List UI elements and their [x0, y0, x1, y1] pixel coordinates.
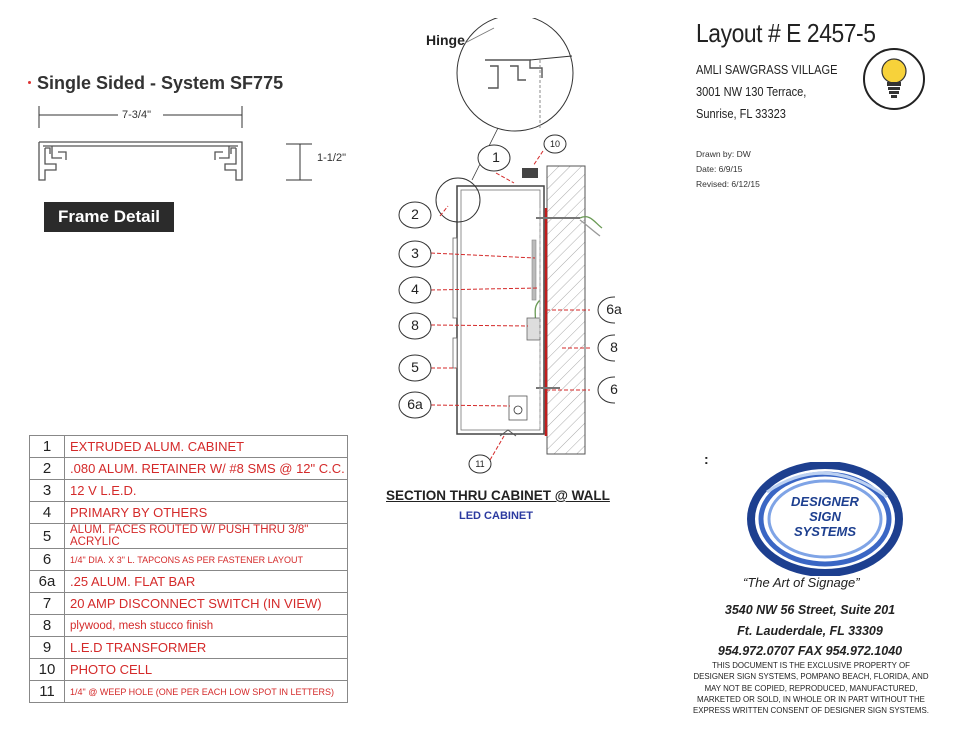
legend-desc: PHOTO CELL: [65, 659, 348, 681]
logo-line: SYSTEMS: [793, 524, 857, 539]
legend-num: 2: [30, 458, 65, 480]
legend-desc: 20 AMP DISCONNECT SWITCH (IN VIEW): [65, 593, 348, 615]
address-line-3: Sunrise, FL 33323: [696, 106, 786, 121]
frame-width-label: 7-3/4": [122, 109, 151, 121]
company-phones: 954.972.0707 FAX 954.972.1040: [717, 644, 903, 658]
frame-height-label: 1-1/2": [317, 152, 346, 164]
legend-num: 5: [30, 524, 65, 549]
legend-row: [30, 524, 348, 549]
legend-desc: 1/4" @ WEEP HOLE (ONE PER EACH LOW SPOT IN LETTERS): [65, 681, 348, 703]
callout-5: 5: [411, 359, 419, 375]
frame-system-title: [37, 73, 283, 94]
address-line-2: 3001 NW 130 Terrace,: [696, 84, 807, 99]
layout-number: Layout # E 2457-5: [696, 18, 876, 48]
callout-8: 8: [610, 339, 618, 355]
legend-desc: .25 ALUM. FLAT BAR: [65, 571, 348, 593]
hinge-detail-circle: [457, 18, 573, 131]
legend-row: [30, 458, 348, 480]
callout-7: 6a: [407, 396, 423, 412]
legend-desc: 12 V L.E.D.: [65, 480, 348, 502]
frame-profile-drawing: [30, 100, 330, 195]
legend-row: [30, 659, 348, 681]
company-street: 3540 NW 56 Street, Suite 201: [724, 603, 896, 617]
legend-row: [30, 549, 348, 571]
legend-num: 11: [30, 681, 65, 703]
callout-6a: 6a: [606, 301, 622, 317]
tagline: “The Art of Signage”: [743, 575, 860, 590]
legend-desc: .080 ALUM. RETAINER W/ #8 SMS @ 12" C.C.: [65, 458, 348, 480]
frame-title-text: Single Sided - System SF775: [37, 73, 284, 93]
legend-num: 3: [30, 480, 65, 502]
legend-num: 9: [30, 637, 65, 659]
callout-2: 2: [411, 206, 419, 222]
legend-row: [30, 571, 348, 593]
callout-4: 4: [411, 281, 419, 297]
hinge-label: Hinge: [426, 32, 465, 48]
legend-desc: EXTRUDED ALUM. CABINET: [65, 436, 348, 458]
callout-11: 11: [475, 459, 485, 469]
legend-num: 8: [30, 615, 65, 637]
legend-row: [30, 502, 348, 524]
logo-text: [770, 494, 880, 539]
legend-desc: 1/4" DIA. X 3" L. TAPCONS AS PER FASTENER LAYOUT: [65, 549, 348, 571]
section-subtitle: LED CABINET: [459, 510, 533, 522]
legend-num: 7: [30, 593, 65, 615]
drawn-by: Drawn by: DW: [696, 149, 751, 159]
legend-table: [29, 435, 348, 703]
callout-3: 3: [411, 245, 419, 261]
legend-desc: PRIMARY BY OTHERS: [65, 502, 348, 524]
logo-line: DESIGNER: [791, 494, 859, 509]
legend-desc: plywood, mesh stucco finish: [65, 615, 348, 637]
legend-num: 1: [30, 436, 65, 458]
date: Date: 6/9/15: [696, 164, 743, 174]
logo-line: SIGN: [809, 509, 841, 524]
bullet-dot: [28, 81, 31, 84]
disclaimer: THIS DOCUMENT IS THE EXCLUSIVE PROPERTY OF DESIGNER SIGN SYSTEMS, POMPANO BEACH, FLORIDA, AND MAY NOT BE COPIED, REPRODUCED, MANUFACTURED, MARKETED OR SOLD, IN WHOLE OR IN PART WITHOUT THE EXPRESS WRITTEN CONSENT OF DESIGNER SIGN SYSTEMS.: [693, 660, 929, 716]
legend-row: [30, 681, 348, 703]
legend-desc: L.E.D TRANSFORMER: [65, 637, 348, 659]
legend-num: 4: [30, 502, 65, 524]
section-title: SECTION THRU CABINET @ WALL: [386, 488, 610, 503]
callout-9: 8: [411, 317, 419, 333]
lightbulb-icon: [862, 47, 926, 111]
callout-6: 6: [610, 381, 618, 397]
legend-num: 6a: [30, 571, 65, 593]
frame-detail-label: Frame Detail: [44, 202, 174, 232]
legend-row: [30, 436, 348, 458]
callout-1: 1: [492, 149, 500, 165]
section-drawing: [390, 18, 615, 478]
address-line-1: AMLI SAWGRASS VILLAGE: [696, 62, 838, 77]
legend-row: [30, 480, 348, 502]
legend-num: 6: [30, 549, 65, 571]
legend-num: 10: [30, 659, 65, 681]
legend-row: [30, 615, 348, 637]
callout-10: 10: [549, 139, 560, 149]
legend-desc: ALUM. FACES ROUTED W/ PUSH THRU 3/8" ACRYLIC: [65, 524, 348, 549]
legend-row: [30, 637, 348, 659]
colon-mark: :: [704, 451, 709, 467]
legend-row: [30, 593, 348, 615]
revised-date: Revised: 6/12/15: [696, 179, 760, 189]
company-city: Ft. Lauderdale, FL 33309: [737, 624, 883, 638]
